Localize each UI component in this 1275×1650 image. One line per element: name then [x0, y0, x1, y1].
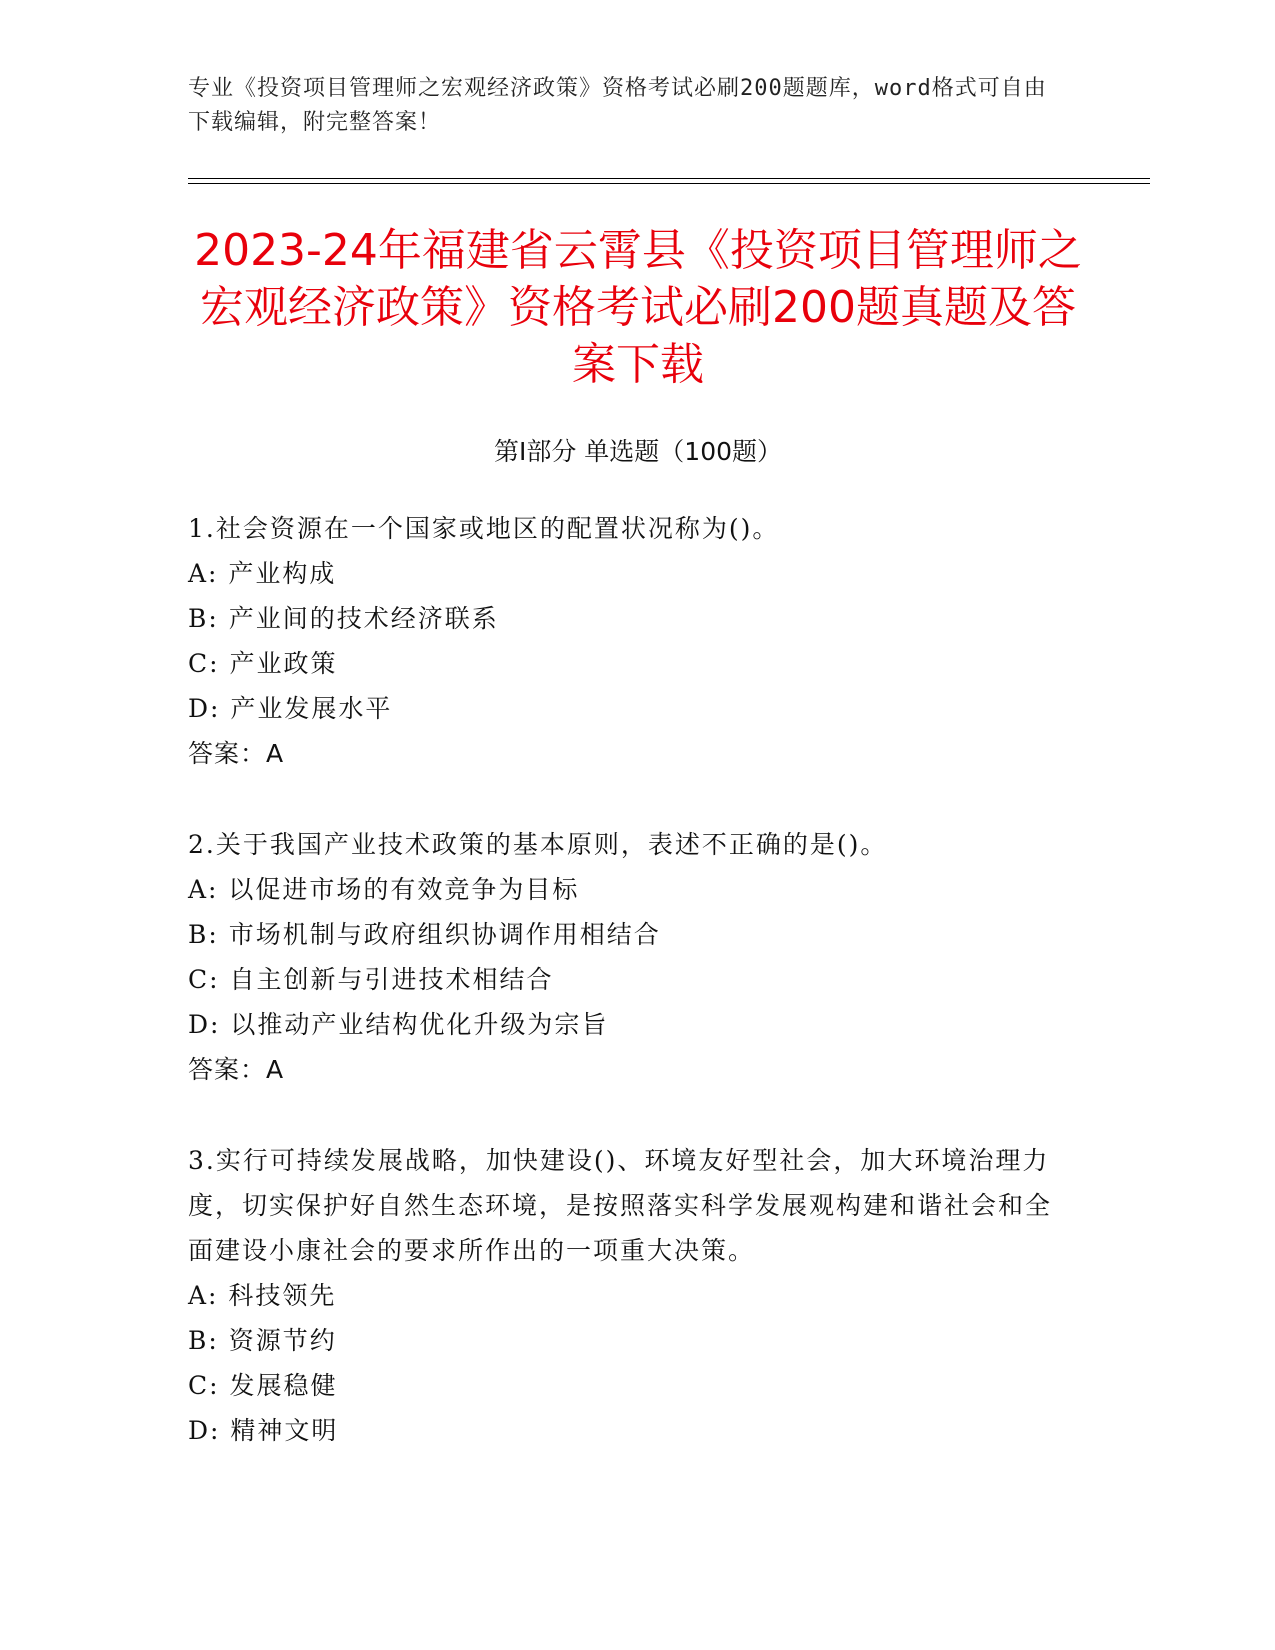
- option-c: C: 发展稳健: [188, 1371, 338, 1400]
- option-c: C: 自主创新与引进技术相结合: [188, 965, 554, 994]
- question-stem: 1.社会资源在一个国家或地区的配置状况称为()。: [188, 514, 780, 543]
- option-b: B: 市场机制与政府组织协调作用相结合: [188, 920, 661, 949]
- answer: 答案：A: [188, 739, 285, 768]
- question-stem: 2.关于我国产业技术政策的基本原则，表述不正确的是()。: [188, 830, 888, 859]
- option-a: A: 以促进市场的有效竞争为目标: [188, 875, 580, 904]
- header-note: 专业《投资项目管理师之宏观经济政策》资格考试必刷200题题库，word格式可自由下载编辑，附完整答案！: [188, 76, 1047, 135]
- answer: 答案：A: [188, 1055, 285, 1084]
- option-d: D: 产业发展水平: [188, 694, 393, 723]
- option-d: D: 精神文明: [188, 1416, 339, 1445]
- option-d: D: 以推动产业结构优化升级为宗旨: [188, 1010, 609, 1039]
- question-2: [188, 822, 1068, 1092]
- option-a: A: 产业构成: [188, 559, 337, 588]
- question-3: [188, 1138, 1068, 1453]
- header-divider-thick: [188, 178, 1150, 179]
- option-b: B: 资源节约: [188, 1326, 337, 1355]
- question-1: [188, 506, 1068, 776]
- option-b: B: 产业间的技术经济联系: [188, 604, 499, 633]
- section-heading: 第I部分 单选题（100题）: [493, 437, 783, 466]
- document-title: 2023-24年福建省云霄县《投资项目管理师之宏观经济政策》资格考试必刷200题真题及答案下载: [194, 225, 1082, 390]
- header-divider-thin: [188, 183, 1150, 184]
- option-c: C: 产业政策: [188, 649, 338, 678]
- option-a: A: 科技领先: [188, 1281, 337, 1310]
- question-stem: 3.实行可持续发展战略，加快建设()、环境友好型社会，加大环境治理力度，切实保护好自然生态环境，是按照落实科学发展观构建和谐社会和全面建设小康社会的要求所作出的一项重大决策。: [188, 1146, 1053, 1265]
